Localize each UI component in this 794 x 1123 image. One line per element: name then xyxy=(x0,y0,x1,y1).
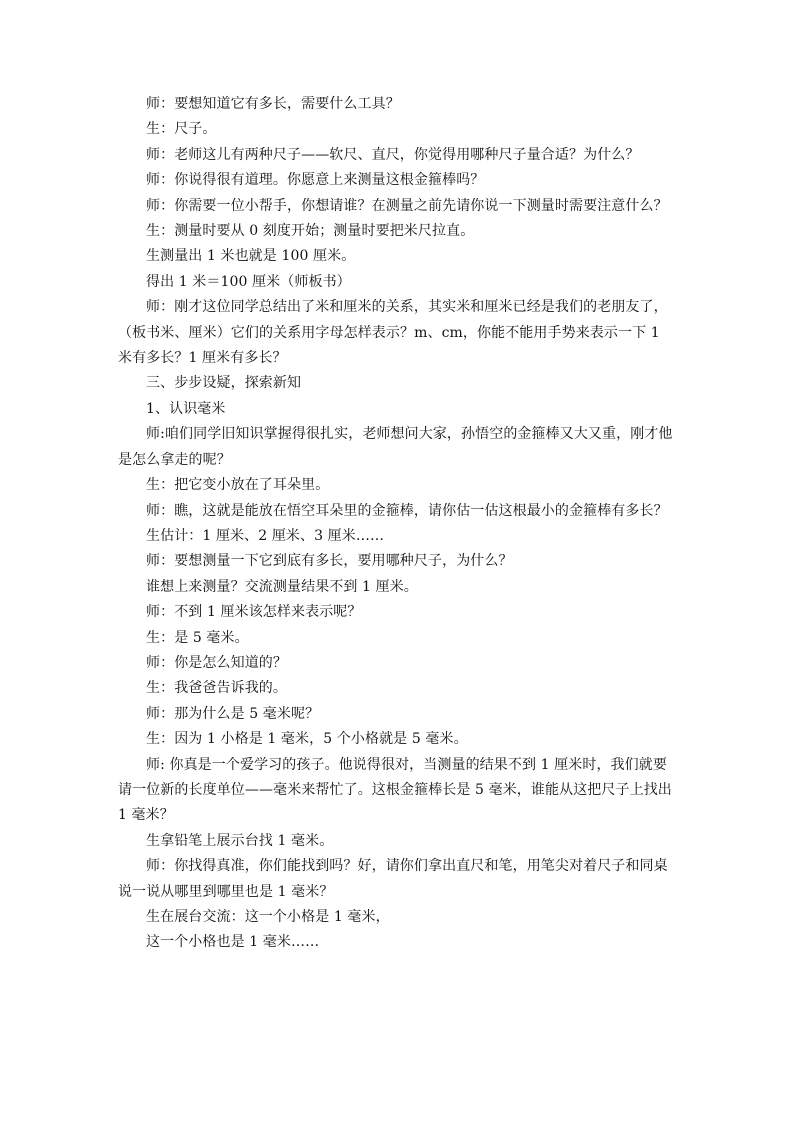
subsection-heading-1: 1、认识毫米 xyxy=(146,400,226,417)
document-body xyxy=(118,92,678,956)
paragraph-4: 师：你说得很有道理。你愿意上来测量这根金箍棒吗？ xyxy=(146,172,485,189)
paragraph-25: 生拿铅笔上展示台找 1 毫米。 xyxy=(146,832,334,849)
paragraph-5: 师：你需要一位小帮手，你想请谁？在测量之前先请你说一下测量时需要注意什么？ xyxy=(146,197,668,214)
paragraph-3: 师：老师这儿有两种尺子——软尺、直尺，你觉得用哪种尺子量合适？为什么？ xyxy=(146,146,640,163)
paragraph-15: 生估计：1 厘米、2 厘米、3 厘米…… xyxy=(146,527,385,544)
paragraph-12: 师:咱们同学旧知识掌握得很扎实，老师想问大家，孙悟空的金箍棒又大又重，刚才他是怎么拿走的呢？ xyxy=(118,426,673,468)
paragraph-26: 师：你找得真准，你们能找到吗？好，请你们拿出直尺和笔，用笔尖对着尺子和同桌说一说从哪里到哪里也是 1 毫米？ xyxy=(118,858,668,900)
paragraph-19: 生：是 5 毫米。 xyxy=(146,629,249,646)
paragraph-7: 生测量出 1 米也就是 100 厘米。 xyxy=(146,248,356,265)
paragraph-27: 生在展台交流：这一个小格是 1 毫米， xyxy=(146,909,390,925)
paragraph-18: 师：不到 1 厘米该怎样来表示呢？ xyxy=(146,604,362,621)
paragraph-28: 这一个小格也是 1 毫米…… xyxy=(146,934,320,951)
paragraph-20: 师：你是怎么知道的？ xyxy=(146,654,287,671)
paragraph-9: 师：刚才这位同学总结出了米和厘米的关系，其实米和厘米已经是我们的老朋友了，（板书米、厘米）它们的关系用字母怎样表示？m、cm，你能不能用手势来表示一下 1 米有多长？1 厘米有多长？ xyxy=(118,299,668,367)
section-heading-3: 三、步步设疑，探索新知 xyxy=(146,375,302,392)
paragraph-21: 生：我爸爸告诉我的。 xyxy=(146,680,287,697)
paragraph-2: 生：尺子。 xyxy=(146,121,217,138)
paragraph-24: 师: 你真是一个爱学习的孩子。他说得很对，当测量的结果不到 1 厘米时，我们就要请一位新的长度单位——毫米来帮忙了。这根金箍棒长是 5 毫米，谁能从这把尺子上找出 1 毫米？ xyxy=(118,756,672,824)
paragraph-1: 师：要想知道它有多长，需要什么工具？ xyxy=(146,96,400,112)
paragraph-17: 谁想上来测量？交流测量结果不到 1 厘米。 xyxy=(146,578,418,595)
paragraph-8: 得出 1 米＝100 厘米（师板书） xyxy=(146,273,351,290)
paragraph-14: 师：瞧，这就是能放在悟空耳朵里的金箍棒，请你估一估这根最小的金箍棒有多长？ xyxy=(146,502,668,519)
paragraph-13: 生：把它变小放在了耳朵里。 xyxy=(146,477,330,494)
paragraph-22: 师：那为什么是 5 毫米呢？ xyxy=(146,705,320,722)
paragraph-23: 生：因为 1 小格是 1 毫米，5 个小格就是 5 毫米。 xyxy=(146,731,468,748)
paragraph-6: 生：测量时要从 0 刻度开始；测量时要把米尺拉直。 xyxy=(146,223,475,240)
paragraph-16: 师：要想测量一下它到底有多长，要用哪种尺子，为什么？ xyxy=(146,553,513,570)
